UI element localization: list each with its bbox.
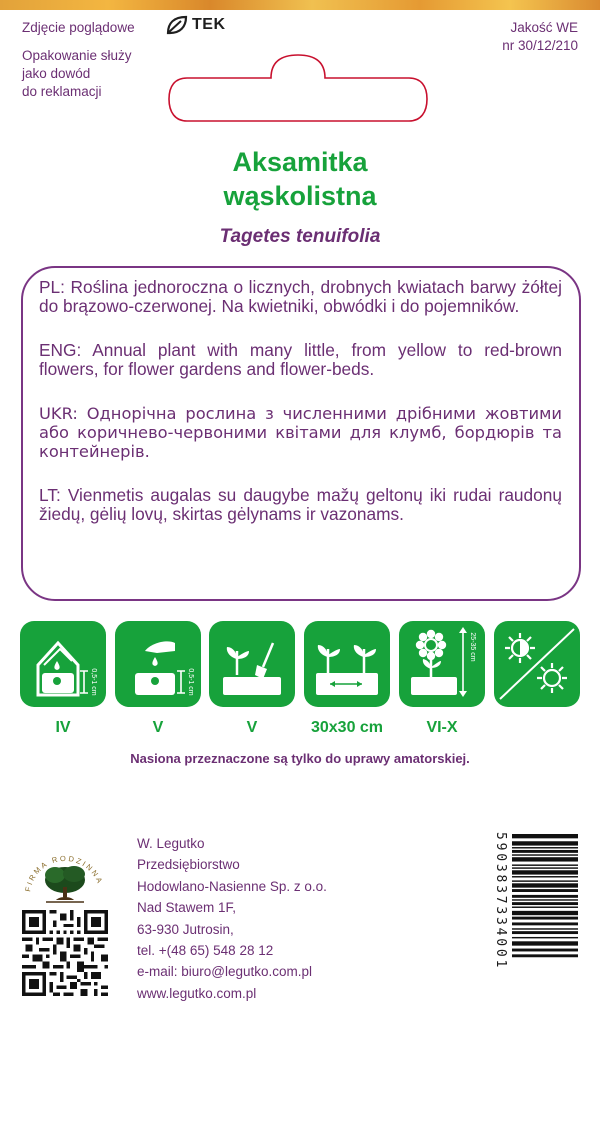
barcode-bar: [512, 931, 578, 934]
barcode-bar: [512, 907, 578, 908]
company-info: [137, 833, 327, 1004]
family-logo-text: FIRMA RODZINNA: [23, 853, 105, 893]
qr-code[interactable]: [22, 910, 108, 996]
barcode-bar: [512, 850, 578, 853]
description-pl: PL: Roślina jednoroczna o licznych, drobnych kwiatach barwy żółtej do brązowo-czerwonej. Na kwietniki, obwódki i do pojemników.: [39, 277, 562, 316]
barcode-bar: [512, 899, 578, 900]
company-name: W. Legutko: [137, 836, 205, 851]
barcode-bar: [512, 902, 578, 905]
company-line: Hodowlano-Nasienne Sp. z o.o.: [137, 878, 327, 894]
barcode-bar: [512, 928, 578, 929]
product-name-line: Aksamitka: [232, 147, 368, 177]
company-email[interactable]: e-mail: biuro@legutko.com.pl: [137, 964, 313, 980]
sowing-outdoor-icon: [115, 621, 201, 707]
sowing-depth-label: 0,5-1 cm: [90, 668, 97, 696]
barcode-bar: [512, 922, 578, 925]
brand-name: TEK: [192, 16, 226, 33]
sowing-under-cover-icon: [20, 621, 106, 707]
company-address: Nad Stawem 1F,: [137, 900, 237, 916]
barcode-bar: [512, 911, 578, 915]
product-title: [0, 145, 600, 213]
barcode-bar: [512, 834, 578, 838]
company-website[interactable]: www.legutko.com.pl: [137, 985, 257, 1001]
complaint-line: do reklamacji: [22, 84, 102, 99]
sun-partial-shade-icon: [494, 621, 580, 707]
plant-height-label: 25-35 cm: [469, 632, 476, 662]
company-address: 63-930 Jutrosin,: [137, 921, 234, 937]
spacing-label: 30x30 cm: [310, 719, 384, 736]
hang-hole-outline: [167, 54, 429, 124]
barcode-bar: [512, 854, 578, 855]
flowering-months: VI-X: [426, 719, 458, 736]
barcode-bar: [512, 841, 578, 845]
barcode-bar: [512, 880, 578, 881]
amateur-notice: Nasiona przeznaczone są tylko do uprawy amatorskiej.: [130, 751, 470, 766]
quality-line: nr 30/12/210: [502, 38, 578, 53]
spacing-icon: [304, 621, 390, 707]
description-ukr: UKR: Однорічна рослина з численними дрібними жовтими або коричнево-червоними квітами для клумб, бордюрів та контейнерів.: [39, 404, 562, 461]
barcode-bar: [512, 949, 578, 952]
barcode-bar: [512, 876, 578, 877]
quality-note: [502, 19, 578, 55]
barcode: [494, 832, 580, 998]
sowing-under-cover-month: IV: [55, 719, 71, 736]
barcode-number: 5903837334001: [493, 832, 508, 971]
barcode-bar: [512, 941, 578, 945]
barcode-bar: [512, 883, 578, 887]
barcode-bar: [512, 895, 578, 898]
barcode-bar: [512, 857, 578, 861]
complaint-line: jako dowód: [22, 66, 91, 81]
barcode-bar: [512, 867, 578, 868]
barcode-bar: [512, 937, 578, 938]
barcode-bar: [512, 847, 578, 848]
family-company-logo: [22, 842, 108, 906]
planting-out-icon: [209, 621, 295, 707]
sowing-depth-label: 0,5-1 cm: [187, 668, 194, 696]
cover-photo-strip: [0, 0, 600, 10]
photo-note: Zdjęcie poglądowe: [22, 20, 135, 35]
description-eng: ENG: Annual plant with many little, from yellow to red-brown flowers, for flower gardens and flower-beds.: [39, 340, 562, 379]
barcode-bar: [512, 889, 578, 892]
latin-name: Tagetes tenuifolia: [219, 226, 381, 247]
quality-line: Jakość WE: [510, 20, 578, 35]
company-phone: tel. +(48 65) 548 28 12: [137, 943, 274, 959]
sowing-outdoor-month: V: [152, 719, 164, 736]
planting-out-month: V: [246, 719, 258, 736]
complaint-line: Opakowanie służy: [22, 48, 132, 63]
product-name-line: wąskolistna: [223, 181, 377, 211]
description-box: [21, 266, 581, 601]
barcode-bar: [512, 864, 578, 865]
leaf-icon: [166, 15, 188, 35]
barcode-bar: [512, 870, 578, 874]
tek-logo: [166, 15, 226, 35]
description-lt: LT: Vienmetis augalas su daugybe mažų geltonų iki rudai raudonų žiedų, gėlių lovų, skirtas gėlynams ir vazonams.: [39, 485, 562, 524]
complaint-note: [22, 47, 172, 101]
barcode-bar: [512, 954, 578, 957]
barcode-bar: [512, 917, 578, 920]
company-line: Przedsiębiorstwo: [137, 857, 240, 873]
flowering-height-icon: [399, 621, 485, 707]
